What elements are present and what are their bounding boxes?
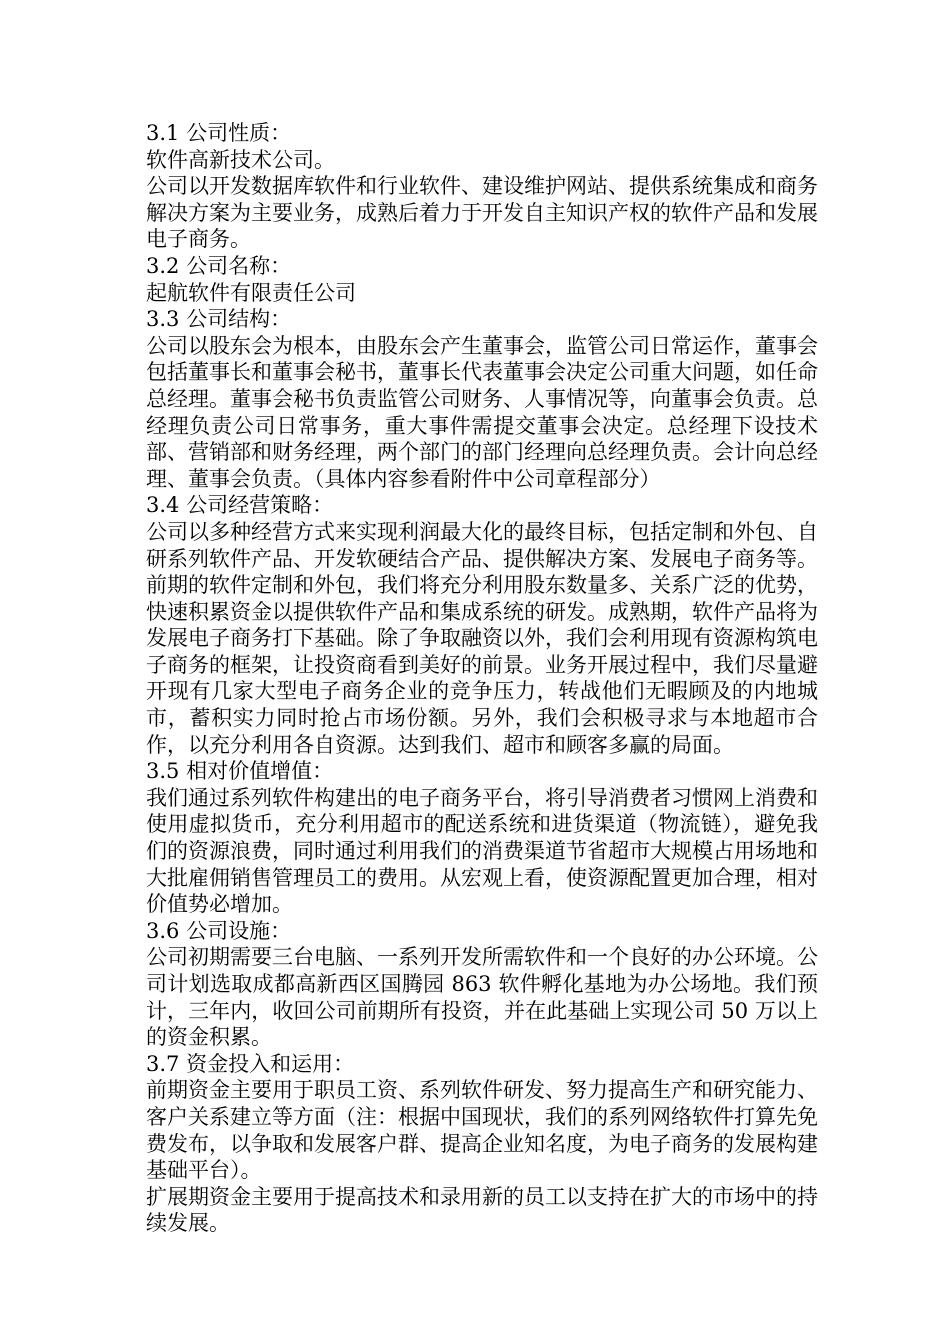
paragraph: 起航软件有限责任公司 [146, 280, 356, 305]
paragraph: 扩展期资金主要用于提高技术和录用新的员工以支持在扩大的市场中的持续发展。 [146, 1184, 818, 1236]
section-heading-company-name: 3.2 公司名称： [146, 253, 292, 278]
paragraph: 我们通过系列软件构建出的电子商务平台，将引导消费者习惯网上消费和使用虚拟货币，充分利用超市的配送系统和进货渠道（物流链），避免我们的资源浪费，同时通过利用我们的消费渠道节省超市大规模占用场地和大批雇佣销售管理员工的费用。从宏观上看，使资源配置更加合理，相对价值势必增加。 [146, 785, 818, 917]
document-page [146, 120, 818, 1237]
paragraph: 软件高新技术公司。 [146, 147, 335, 172]
section-heading-relative-value: 3.5 相对价值增值： [146, 759, 334, 784]
section-heading-company-structure: 3.3 公司结构： [146, 307, 292, 332]
section-heading-funding: 3.7 资金投入和运用： [146, 1051, 355, 1076]
section-heading-business-strategy: 3.4 公司经营策略： [146, 493, 334, 518]
section-heading-facilities: 3.6 公司设施： [146, 918, 292, 943]
paragraph: 公司以开发数据库软件和行业软件、建设维护网站、提供系统集成和商务解决方案为主要业务，成熟后着力于开发自主知识产权的软件产品和发展电子商务。 [146, 174, 818, 252]
paragraph: 前期资金主要用于职员工资、系列软件研发、努力提高生产和研究能力、客户关系建立等方面（注：根据中国现状，我们的系列网络软件打算先免费发布，以争取和发展客户群、提高企业知名度，为电子商务的发展构建基础平台）。 [146, 1078, 818, 1183]
section-heading-company-nature: 3.1 公司性质： [146, 121, 292, 145]
paragraph: 公司以多种经营方式来实现利润最大化的最终目标，包括定制和外包、自研系列软件产品、开发软硬结合产品、提供解决方案、发展电子商务等。前期的软件定制和外包，我们将充分利用股东数量多、关系广泛的优势，快速积累资金以提供软件产品和集成系统的研发。成熟期，软件产品将为发展电子商务打下基础。除了争取融资以外，我们会利用现有资源构筑电子商务的框架，让投资商看到美好的前景。业务开展过程中，我们尽量避开现有几家大型电子商务企业的竞争压力，转战他们无暇顾及的内地城市，蓄积实力同时抢占市场份额。另外，我们会积极寻求与本地超市合作，以充分利用各自资源。达到我们、超市和顾客多赢的局面。 [146, 519, 818, 757]
paragraph: 公司初期需要三台电脑、一系列开发所需软件和一个良好的办公环境。公司计划选取成都高新西区国腾园 863 软件孵化基地为办公场地。我们预计，三年内，收回公司前期所有投资，并在此基础上实现公司 50 万以上的资金积累。 [146, 945, 818, 1050]
paragraph: 公司以股东会为根本，由股东会产生董事会，监管公司日常运作，董事会包括董事长和董事会秘书，董事长代表董事会决定公司重大问题，如任命总经理。董事会秘书负责监管公司财务、人事情况等，向董事会负责。总经理负责公司日常事务，重大事件需提交董事会决定。总经理下设技术部、营销部和财务经理，两个部门的部门经理向总经理负责。会计向总经理、董事会负责。（具体内容参看附件中公司章程部分） [146, 333, 818, 491]
